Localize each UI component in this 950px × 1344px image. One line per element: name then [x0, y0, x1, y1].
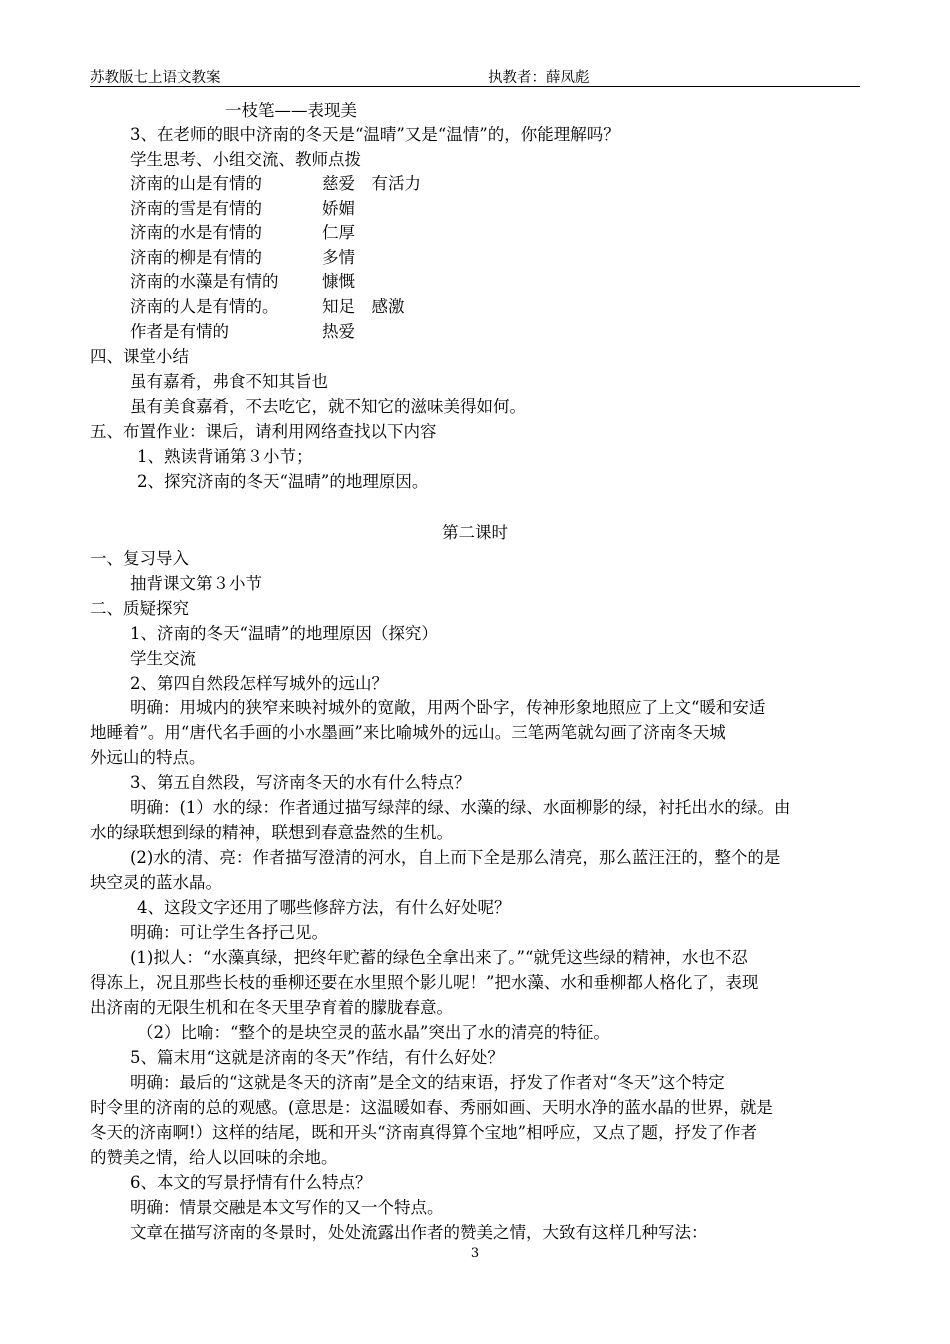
text-line: 一枝笔——表现美 [225, 101, 357, 120]
text-line: 热爱 [322, 322, 355, 341]
text-line: 娇媚 [322, 199, 355, 218]
text-line: 明确：用城内的狭窄来映衬城外的宽敞，用两个卧字，传神形象地照应了上文“暖和安适 [130, 698, 766, 717]
page-number: 3 [470, 1246, 480, 1261]
text-line: 明确：(1）水的绿：作者通过描写绿萍的绿、水藻的绿、水面柳影的绿，衬托出水的绿。由 [130, 798, 791, 817]
header-right: 执教者：薛凤彪 [488, 70, 590, 86]
header-rule [90, 86, 860, 87]
text-line: 五、布置作业：课后，请利用网络查找以下内容 [90, 422, 437, 441]
text-line: 2、第四自然段怎样写城外的远山？ [130, 674, 388, 693]
text-line: 济南的雪是有情的 [130, 199, 262, 218]
text-line: 5、篇末用“这就是济南的冬天”作结，有什么好处？ [130, 1048, 504, 1067]
text-line: 1、熟读背诵第３小节； [137, 447, 313, 466]
section-heading: 第二课时 [442, 523, 508, 542]
text-line: 多情 [322, 248, 355, 267]
text-line: 的赞美之情，给人以回味的余地。 [90, 1148, 338, 1167]
text-line: 时令里的济南的总的观感。(意思是：这温暖如春、秀丽如画、天明水净的蓝水晶的世界，就是 [90, 1098, 773, 1117]
text-line: 明确：最后的“这就是冬天的济南”是全文的结束语，抒发了作者对“冬天”这个特定 [130, 1073, 725, 1092]
text-line: 作者是有情的 [130, 322, 229, 341]
text-line: 外远山的特点。 [90, 748, 206, 767]
text-line: (1)拟人：“水藻真绿，把终年贮蓄的绿色全拿出来了。”“就凭这些绿的精神，水也不忍 [130, 948, 748, 967]
text-line: 3、第五自然段，写济南冬天的水有什么特点？ [130, 773, 471, 792]
text-line: 学生交流 [130, 649, 196, 668]
text-line: 明确：情景交融是本文写作的又一个特点。 [130, 1198, 444, 1217]
text-line: 四、课堂小结 [90, 347, 189, 366]
text-line: (2)水的清、亮：作者描写澄清的河水，自上而下全是那么清亮，那么蓝汪汪的，整个的是 [130, 848, 781, 867]
text-line: 济南的水是有情的 [130, 223, 262, 242]
text-line: 慈爱 有活力 [322, 174, 421, 193]
text-line: 虽有嘉肴，弗食不知其旨也 [130, 372, 328, 391]
text-line: 3、在老师的眼中济南的冬天是“温晴”又是“温情”的，你能理解吗？ [130, 125, 620, 144]
text-line: （2）比喻：“整个的是块空灵的蓝水晶”突出了水的清亮的特征。 [137, 1023, 610, 1042]
text-line: 明确：可让学生各抒己见。 [130, 923, 328, 942]
text-line: 知足 感激 [322, 297, 405, 316]
text-line: 出济南的无限生机和在冬天里孕育着的朦胧春意。 [90, 998, 453, 1017]
text-line: 济南的人是有情的。 [130, 297, 279, 316]
text-line: 慷慨 [322, 272, 355, 291]
text-line: 仁厚 [322, 223, 355, 242]
text-line: 一、复习导入 [90, 549, 189, 568]
text-line: 4、这段文字还用了哪些修辞方法，有什么好处呢？ [137, 898, 511, 917]
text-line: 济南的山是有情的 [130, 174, 262, 193]
text-line: 2、探究济南的冬天“温晴”的地理原因。 [137, 472, 429, 491]
text-line: 文章在描写济南的冬景时，处处流露出作者的赞美之情，大致有这样几种写法： [130, 1223, 708, 1242]
text-line: 冬天的济南啊!）这样的结尾，既和开头“济南真得算个宝地”相呼应，又点了题，抒发了作者 [90, 1123, 758, 1142]
text-line: 块空灵的蓝水晶。 [90, 873, 222, 892]
text-line: 虽有美食嘉肴，不去吃它，就不知它的滋味美得如何。 [130, 397, 526, 416]
text-line: 6、本文的写景抒情有什么特点？ [130, 1173, 372, 1192]
header-left: 苏教版七上语文教案 [90, 70, 221, 86]
text-line: 水的绿联想到绿的精神，联想到春意盎然的生机。 [90, 823, 453, 842]
text-line: 抽背课文第３小节 [130, 574, 262, 593]
text-line: 二、质疑探究 [90, 599, 189, 618]
text-line: 得冻上，况且那些长枝的垂柳还要在水里照个影儿呢！”把水藻、水和垂柳都人格化了，表现 [90, 973, 759, 992]
text-line: 济南的柳是有情的 [130, 248, 262, 267]
text-line: 地睡着”。用“唐代名手画的小水墨画”来比喻城外的远山。三笔两笔就勾画了济南冬天城 [90, 723, 726, 742]
text-line: 学生思考、小组交流、教师点拨 [130, 150, 361, 169]
text-line: 1、济南的冬天“温晴”的地理原因（探究） [130, 624, 438, 643]
text-line: 济南的水藻是有情的 [130, 272, 279, 291]
